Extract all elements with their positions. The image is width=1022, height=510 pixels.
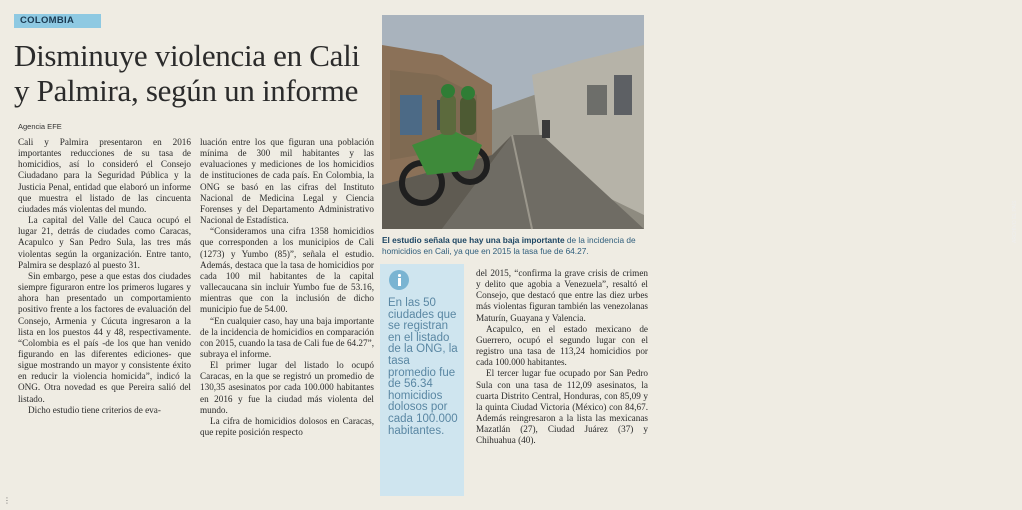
article-column-1 <box>18 137 191 416</box>
caption-lead: El estudio señala que hay una baja importante <box>382 235 565 245</box>
caption-text: de la incidencia de homicidios en Cali, ya que en 2015 la tasa fue de 64.27. <box>382 235 636 256</box>
margin-mark: ⋮ <box>3 496 11 505</box>
headline: Disminuye violencia en Cali y Palmira, según un informe <box>14 38 360 108</box>
photo-credit: ARCHIVO EL PAÍS <box>1012 200 1018 243</box>
byline: Agencia EFE <box>18 122 62 131</box>
paragraph: luación entre los que figuran una población mínima de 300 mil habitantes y las evaluaciones y mediciones de los homicidios de instituciones de cada país. En Colombia, la ONG se basó en las cifras del Instituto Nacional de Medicina Legal y Ciencia Forenses y del Departamento Administrativo Nacional de Estadística. <box>200 137 374 226</box>
stat-sidebar <box>380 264 464 496</box>
paragraph: La cifra de homicidios dolosos en Caracas, que repite posición respecto <box>200 415 374 438</box>
street-scene-image <box>382 15 644 229</box>
paragraph: “Consideramos una cifra 1358 homicidios que corresponden a los municipios de Cali (1273) y Yumbo (85)”, señala el estudio. Además, destaca que la tasa de homicidios por cada 100 mil habitantes de la capital vallecaucana sin incluir Yumbo fue de 53.16, mientras que con la inclusión de dicho municipio fue de 54.00. <box>200 226 374 315</box>
article-column-2 <box>200 137 374 438</box>
paragraph: Acapulco, en el estado mexicano de Guerrero, ocupó el segundo lugar con el registro una tasa de 113,24 homicidios por cada 100.000 habitantes. <box>476 323 648 368</box>
paragraph: Dicho estudio tiene criterios de eva- <box>28 404 161 415</box>
paragraph: “En cualquier caso, hay una baja importante de la incidencia de homicidios en comparación con 2015, cuando la tasa de Cali fue de 64.27”, subraya el informe. <box>200 315 374 359</box>
photo-caption <box>382 235 644 257</box>
paragraph: El primer lugar del listado lo ocupó Caracas, en la que se registró un promedio de 130,35 asesinatos por cada 100.000 habitantes en 2016 y fue la ciudad más violenta del mundo. <box>200 360 374 415</box>
info-icon <box>389 270 409 290</box>
article-column-3 <box>476 268 648 447</box>
paragraph: La capital del Valle del Cauca ocupó el lugar 21, detrás de ciudades como Caracas, Acapulco y San Pedro Sula, las tres más violentas según la organización. Entre tanto, Palmira se desplazó al puesto 31. <box>18 215 191 270</box>
paragraph: Sin embargo, pese a que estas dos ciudades siempre figuraron entre los primeros lugares y ahora han presentado un comportamiento positivo frente a los factores de evaluación del Consejo, Armenia y Cúcuta ingresaron a la lista en los puestos 44 y 48, respectivamente. “Colombia es el país -de los que han venido figurando en las diferentes ediciones- que sigue mostrando un mayor y consistente éxito en reducir la violencia homicida”, indicó la ONG. Otra novedad es que Pereira salió del listado. <box>18 270 191 404</box>
section-tag: COLOMBIA <box>14 14 101 28</box>
paragraph: Cali y Palmira presentaron en 2016 importantes reducciones de su tasa de homicidios, así lo consideró el Consejo Ciudadano para la Seguridad Pública y la Justicia Penal, entidad que elaboró un informe que muestra el listado de las cincuenta ciudades más violentas del mundo. <box>18 137 191 214</box>
paragraph: del 2015, “confirma la grave crisis de crimen y delito que agobia a Venezuela”, resaltó el Consejo, que destacó que entre las diez urbes más violentas figuran también las venezolanas Maturín, Guayana y Valencia. <box>476 268 648 323</box>
sidebar-stat-text: En las 50 ciudades que se registran en el listado de la ONG, la tasa promedio fue de 56.34 homicidios dolosos por cada 100.000 habitantes. <box>388 297 458 437</box>
paragraph: El tercer lugar fue ocupado por San Pedro Sula con una tasa de 112,09 asesinatos, la cuarta Distrito Central, Honduras, con 85,09 y la quinta Ciudad Victoria (México) con 84,67. Además reingresaron a la lista las mexicanas Mazatlán (27), Ciudad Juárez (37) y Chihuahua (40). <box>476 368 648 446</box>
